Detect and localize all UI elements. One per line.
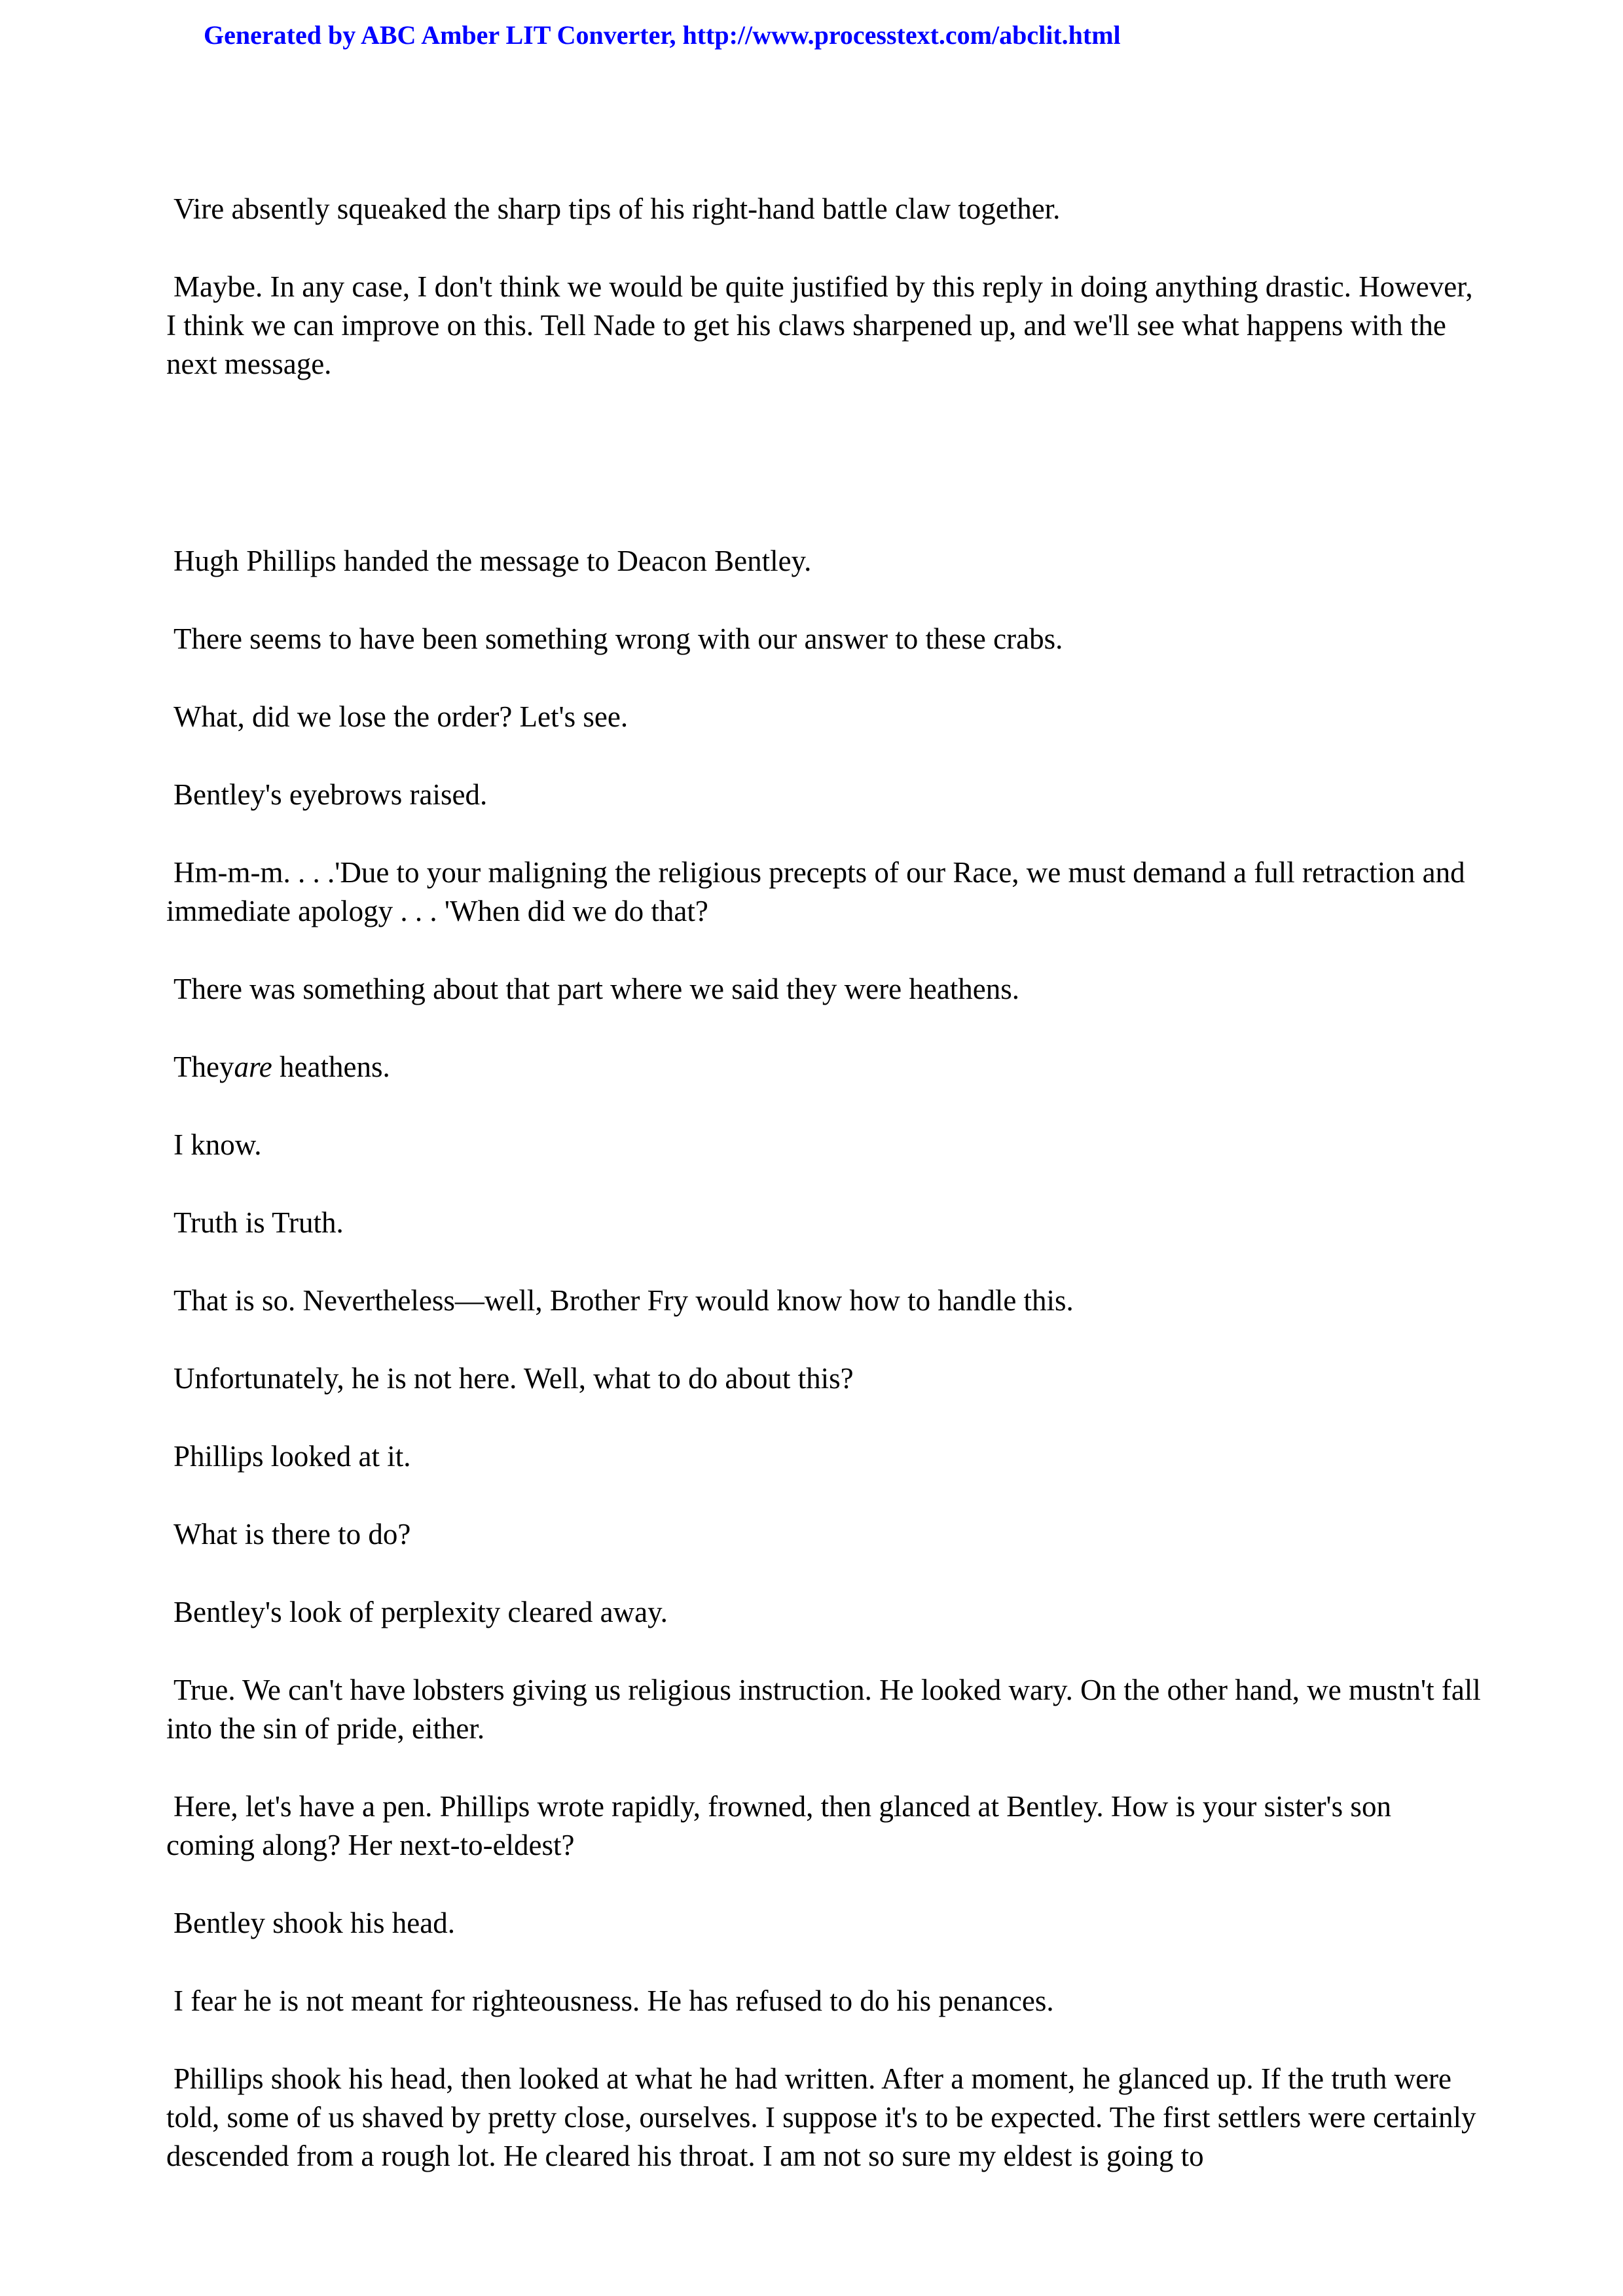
paragraph: I fear he is not meant for righteousness. He has refused to do his penances. — [173, 1984, 1054, 2017]
paragraph: Bentley's look of perplexity cleared away. — [173, 1596, 668, 1628]
paragraph: Here, let's have a pen. Phillips wrote rapidly, frowned, then glanced at Bentley. How is your sister's son coming along? Her next-to-eldest? — [166, 1790, 1391, 1861]
paragraph-with-emphasis — [166, 1048, 1482, 1086]
paragraph: There seems to have been something wrong with our answer to these crabs. — [173, 622, 1063, 655]
paragraph: Bentley's eyebrows raised. — [173, 778, 488, 811]
paragraph: Maybe. In any case, I don't think we would be quite justified by this reply in doing anything drastic. However, I think we can improve on this. Tell Nade to get his claws sharpened up, and we'll see what happens with the next message. — [166, 270, 1473, 380]
emphasis-text: are — [234, 1050, 272, 1083]
paragraph: Phillips shook his head, then looked at what he had written. After a moment, he glanced up. If the truth were told, some of us shaved by pretty close, ourselves. I suppose it's to be expected. The first settlers were certainly descended from a rough lot. He cleared his throat. I am not so sure my eldest is going to — [166, 2062, 1476, 2172]
paragraph-text: heathens. — [272, 1050, 390, 1083]
section-break — [166, 423, 1482, 542]
paragraph: Unfortunately, he is not here. Well, what to do about this? — [173, 1362, 854, 1395]
paragraph: What, did we lose the order? Let's see. — [173, 700, 629, 733]
paragraph: That is so. Nevertheless—well, Brother Fry would know how to handle this. — [173, 1284, 1074, 1317]
paragraph: True. We can't have lobsters giving us religious instruction. He looked wary. On the other hand, we mustn't fall into the sin of pride, either. — [166, 1674, 1481, 1745]
paragraph: Hm-m-m. . . .'Due to your maligning the religious precepts of our Race, we must demand a full retraction and immediate apology . . . 'When did we do that? — [166, 856, 1465, 927]
converter-header-link[interactable]: Generated by ABC Amber LIT Converter, http://www.processtext.com/abclit.html — [204, 20, 1121, 50]
paragraph: Hugh Phillips handed the message to Deacon Bentley. — [173, 545, 812, 577]
paragraph-text: They — [173, 1050, 234, 1083]
paragraph: What is there to do? — [173, 1518, 411, 1551]
paragraph: There was something about that part where we said they were heathens. — [173, 973, 1020, 1005]
paragraph: Bentley shook his head. — [173, 1907, 455, 1939]
paragraph: Phillips looked at it. — [173, 1440, 411, 1473]
paragraph: I know. — [173, 1128, 262, 1161]
document-body — [166, 190, 1482, 2215]
paragraph: Vire absently squeaked the sharp tips of his right-hand battle claw together. — [173, 192, 1061, 225]
paragraph: Truth is Truth. — [173, 1206, 344, 1239]
